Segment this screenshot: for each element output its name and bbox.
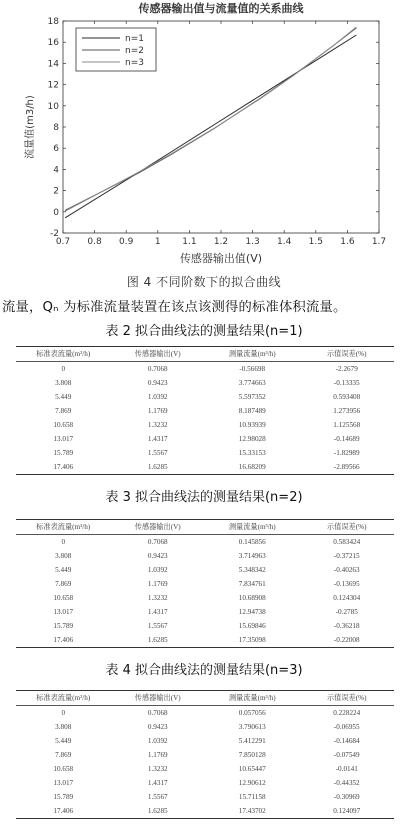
table-cell: 10.658 [53,421,74,429]
table-cell: 5.449 [55,566,72,574]
table-cell: -0.22008 [300,633,395,648]
x-tick-label: 0.9 [119,237,134,247]
table-row [16,748,394,762]
result-table-n2 [16,519,394,648]
table-cell: 12.94738 [238,608,266,616]
table-cell: 0.583424 [333,538,361,546]
y-tick-label: 6 [53,144,59,155]
table-row [16,776,394,790]
y-tick-label: 14 [47,59,59,70]
result-table-n3 [16,690,394,819]
table-cell: 1.1769 [147,407,168,415]
table-2-title: 表 2 拟合曲线法的测量结果(n=1) [105,324,303,339]
table-cell: -0.07549 [333,751,360,759]
table-row [16,605,394,619]
table-cell: 1.0392 [147,393,168,401]
x-tick-label: 0.7 [55,237,71,247]
table-cell: 0 [61,538,66,546]
header-sensor-output: 传感器输出(V) [111,691,206,706]
table-cell: 16.68209 [205,460,300,475]
header-error: 示值误差(%) [300,691,395,706]
header-measured-flow: 测量流量(m³/h) [205,520,300,535]
table-cell: 1.3232 [147,765,168,773]
table-cell: 5.597352 [238,393,266,401]
table-row [16,619,394,633]
table-cell: 3.808 [55,723,72,731]
table-cell: 15.789 [53,622,74,630]
table-cell: 15.69846 [238,622,266,630]
table-cell: 3.808 [55,552,72,560]
y-tick-label: 16 [47,38,59,49]
table-row [16,535,394,550]
table-cell: -0.40263 [333,566,360,574]
table-cell: 1.5567 [147,449,168,457]
table-cell: -0.44352 [333,779,360,787]
table-row [16,577,394,591]
table-cell: -0.37215 [333,552,360,560]
legend-label-n3: n=3 [125,58,144,68]
table-cell: 8.187489 [238,407,266,415]
chart-legend [76,28,156,71]
x-tick-label: 1.1 [182,237,197,247]
table-row [16,804,394,819]
x-tick-label: 1.5 [308,237,323,247]
table-cell: 0.9423 [147,552,168,560]
table-cell: 7.869 [55,580,72,588]
table-cell: 7.834761 [238,580,266,588]
x-tick-label: 1.4 [277,237,292,247]
figure-caption: 图 4 不同阶数下的拟合曲线 [126,275,282,289]
table-cell: 17.406 [16,460,111,475]
header-standard-flow: 标准表流量(m³/h) [16,347,111,362]
table-cell: 10.658 [53,765,74,773]
table-cell: -0.06955 [333,723,360,731]
table-cell: -0.0141 [335,765,358,773]
table-3-title: 表 3 拟合曲线法的测量结果(n=2) [105,490,303,505]
table-cell: 17.406 [16,633,111,648]
x-tick-label: 1.3 [245,237,260,247]
table-cell: 3.808 [55,379,72,387]
table-cell: 1.3232 [147,594,168,602]
table-cell: 13.017 [53,779,74,787]
fit-curve-chart [0,0,408,272]
table-cell: 1.4317 [147,435,168,443]
table-row [16,734,394,748]
table-row [16,460,394,475]
table-cell: -0.36218 [333,622,360,630]
table-cell: -1.82989 [333,449,360,457]
table-cell: -0.13695 [333,580,360,588]
table-cell: 13.017 [53,608,74,616]
table-row [16,762,394,776]
table-cell: 17.35098 [205,633,300,648]
table-cell: -2.89566 [300,460,395,475]
header-standard-flow: 标准表流量(m³/h) [16,691,111,706]
table-cell: 3.790613 [238,723,266,731]
header-sensor-output: 传感器输出(V) [111,347,206,362]
table-cell: 5.449 [55,393,72,401]
table-cell: -0.30969 [333,793,360,801]
y-tick-label: 8 [53,123,59,133]
table-cell: 0.124304 [333,594,361,602]
x-tick-label: 1.2 [213,237,229,247]
x-tick-label: 1 [154,237,161,247]
table-cell: -0.13335 [333,379,360,387]
table-cell: 1.0392 [147,566,168,574]
header-measured-flow: 测量流量(m³/h) [205,691,300,706]
table-cell: 7.869 [55,407,72,415]
table-cell: 7.850128 [238,751,266,759]
table-cell: 0.124097 [300,804,395,819]
table-cell: 12.98028 [238,435,266,443]
table-cell: 0 [61,709,66,717]
y-tick-label: 10 [47,101,59,112]
table-cell: -0.56698 [239,365,266,373]
table-cell: 5.449 [55,737,72,745]
table-cell: 17.406 [16,804,111,819]
table-cell: 15.789 [53,793,74,801]
table-row [16,591,394,605]
table-cell: -2.2679 [335,365,358,373]
table-cell: 0.9423 [147,379,168,387]
table-cell: 0.593408 [333,393,361,401]
table-cell: 1.5567 [147,793,168,801]
y-tick-label: 2 [53,186,59,197]
table-row [16,376,394,390]
table-cell: 0.7068 [147,709,168,717]
table-row [16,362,394,377]
table-cell: 5.412291 [238,737,266,745]
table-cell: 0.057056 [238,709,266,717]
table-cell: 15.33153 [238,449,266,457]
y-tick-label: 4 [53,165,59,176]
table-cell: -0.14689 [333,435,360,443]
table-cell: 3.774663 [238,379,266,387]
y-tick-label: 12 [47,80,59,91]
x-tick-label: 0.8 [87,237,102,247]
table-4-title: 表 4 拟合曲线法的测量结果(n=3) [105,663,303,678]
table-cell: 0.145856 [238,538,266,546]
table-cell: 0.228224 [333,709,361,717]
table-cell: 1.6285 [111,633,206,648]
table-row [16,418,394,432]
table-cell: 10.658 [53,594,74,602]
header-sensor-output: 传感器输出(V) [111,520,206,535]
result-table-n1 [16,346,394,475]
chart-title: 传感器输出值与流量值的关系曲线 [138,2,304,15]
table-row [16,549,394,563]
table-cell: 7.869 [55,751,72,759]
table-cell: 1.5567 [147,622,168,630]
table-row [16,563,394,577]
table-cell: -0.14684 [333,737,360,745]
header-standard-flow: 标准表流量(m³/h) [16,520,111,535]
header-error: 示值误差(%) [300,347,395,362]
table-row [16,446,394,460]
y-tick-label: 18 [47,17,59,27]
table-cell: 1.1769 [147,751,168,759]
table-cell: 0.9423 [147,723,168,731]
header-measured-flow: 测量流量(m³/h) [205,347,300,362]
y-axis-label: 流量值(m3/h) [25,95,36,159]
table-cell: 1.4317 [147,608,168,616]
y-tick-label: -2 [50,229,59,239]
table-row [16,790,394,804]
x-tick-label: 1.7 [371,237,387,247]
table-row [16,404,394,418]
table-cell: 0.7068 [147,365,168,373]
table-cell: 1.273956 [333,407,361,415]
table-cell: 0.7068 [147,538,168,546]
table-cell: 3.714963 [238,552,266,560]
legend-label-n1: n=1 [125,34,144,44]
table-cell: 1.4317 [147,779,168,787]
table-cell: 10.65447 [238,765,266,773]
x-tick-label: 1.6 [340,237,355,247]
table-cell: 12.90612 [238,779,266,787]
table-cell: 1.6285 [111,804,206,819]
table-row [16,633,394,648]
table-row [16,390,394,404]
x-axis-label: 传感器输出值(V) [179,252,263,265]
table-cell: -0.2785 [335,608,358,616]
table-cell: 1.3232 [147,421,168,429]
table-cell: 1.0392 [147,737,168,745]
table-cell: 13.017 [53,435,74,443]
table-cell: 5.348342 [238,566,266,574]
y-tick-label: 0 [53,207,59,218]
table-cell: 10.68908 [238,594,266,602]
table-row [16,432,394,446]
table-row [16,706,394,721]
body-paragraph: 流量，Qₙ 为标准流量装置在该点该测得的标准体积流量。 [2,300,347,315]
table-cell: 10.93939 [238,421,266,429]
table-cell: 15.71158 [238,793,266,801]
table-cell: 0 [61,365,66,373]
table-row [16,720,394,734]
table-cell: 1.1769 [147,580,168,588]
table-cell: 1.6285 [111,460,206,475]
table-cell: 15.789 [53,449,74,457]
header-error: 示值误差(%) [300,520,395,535]
table-cell: 1.125568 [333,421,361,429]
legend-label-n2: n=2 [125,46,144,56]
table-cell: 17.43702 [205,804,300,819]
